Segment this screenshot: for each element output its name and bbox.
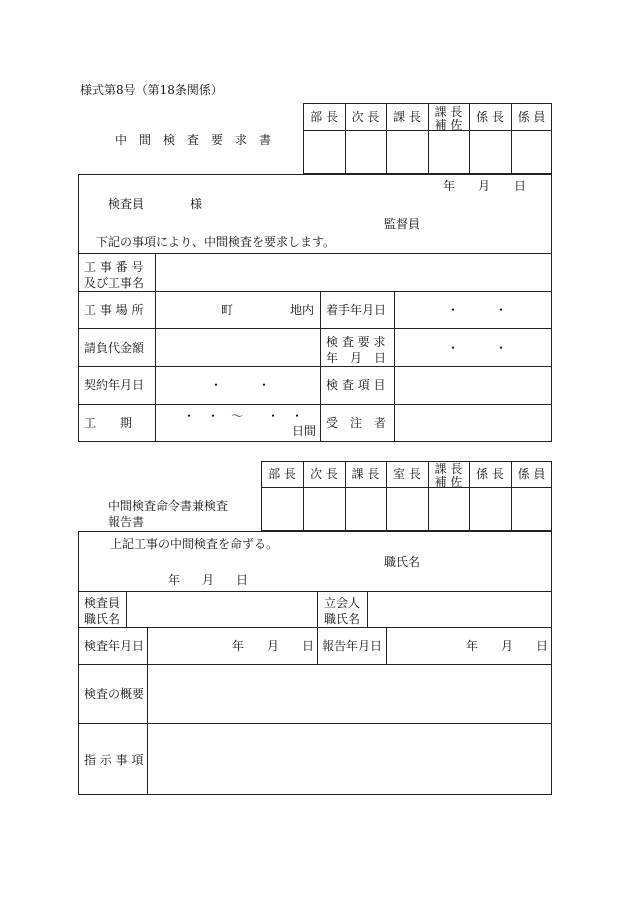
order-approval-header-shitsucho: 室 長 bbox=[393, 467, 421, 481]
instructions-label: 指 示 事 項 bbox=[84, 753, 144, 767]
request-statement: 下記の事項により、中間検査を要求します。 bbox=[96, 235, 336, 249]
order-approval-header-kacho: 課 長 bbox=[351, 467, 380, 481]
site-area: 地内 bbox=[290, 303, 315, 317]
project-name-label: 工 事 番 号 及び工事名 bbox=[84, 260, 145, 291]
inspection-date-label: 検査年月日 bbox=[84, 639, 145, 653]
approval-header-bucho: 部 長 bbox=[310, 110, 338, 124]
approval-cell[interactable] bbox=[470, 131, 511, 173]
witness-field[interactable] bbox=[369, 593, 550, 625]
approval-cell[interactable] bbox=[429, 131, 469, 173]
site-label: 工 事 場 所 bbox=[84, 303, 144, 317]
inspection-date-year: 年 bbox=[232, 639, 245, 653]
period-value: ・ ・ ～ ・ ・ bbox=[183, 409, 304, 423]
report-date-year: 年 bbox=[466, 639, 479, 653]
approval-header-kacho: 課 長 bbox=[393, 110, 421, 124]
approval-cell[interactable] bbox=[387, 131, 428, 173]
summary-field[interactable] bbox=[149, 666, 550, 721]
inspection-date-month: 月 bbox=[267, 639, 280, 653]
request-date-day: 日 bbox=[514, 179, 527, 193]
approval-cell[interactable] bbox=[304, 131, 345, 173]
order-approval-header-jicho: 次 長 bbox=[310, 467, 338, 481]
order-date-year: 年 bbox=[168, 573, 181, 587]
contract-date-value: ・ ・ bbox=[210, 378, 271, 392]
report-date-label: 報告年月日 bbox=[322, 639, 383, 653]
start-date-label: 着手年月日 bbox=[326, 303, 387, 317]
order-date-day: 日 bbox=[236, 573, 249, 587]
site-town: 町 bbox=[221, 303, 234, 317]
inspector-field[interactable] bbox=[128, 593, 315, 625]
addressee-label: 検査員 bbox=[108, 197, 145, 211]
report-date-month: 月 bbox=[501, 639, 514, 653]
approval-cell[interactable] bbox=[512, 131, 552, 173]
instructions-field[interactable] bbox=[149, 725, 550, 793]
order-approval-header-kacho-hosa: 課 長 補 佐 bbox=[434, 462, 463, 489]
order-date-month: 月 bbox=[202, 573, 215, 587]
contract-date-label: 契約年月日 bbox=[84, 378, 145, 392]
addressee-honorific: 様 bbox=[190, 197, 203, 211]
request-date-year: 年 bbox=[443, 179, 456, 193]
order-approval-header-bucho: 部 長 bbox=[268, 467, 296, 481]
approval-header-jicho: 次 長 bbox=[351, 110, 380, 124]
request-title: 中 間 検 査 要 求 書 bbox=[115, 133, 272, 147]
summary-label: 検査の概要 bbox=[84, 687, 145, 701]
order-title: 中間検査命令書兼検査 報告書 bbox=[108, 499, 229, 530]
contractor-field[interactable] bbox=[396, 406, 550, 440]
period-days: 日間 bbox=[292, 424, 317, 438]
start-date-value: ・ ・ bbox=[447, 303, 508, 317]
request-date-month: 月 bbox=[478, 179, 491, 193]
approval-cell[interactable] bbox=[346, 131, 386, 173]
inspection-request-value: ・ ・ bbox=[447, 341, 508, 355]
supervisor-label: 監督員 bbox=[384, 217, 421, 231]
project-name-field[interactable] bbox=[157, 255, 550, 289]
inspection-request-label: 検 査 要 求 年 月 日 bbox=[326, 335, 387, 366]
witness-label: 立会人 職氏名 bbox=[324, 596, 361, 626]
inspection-date-day: 日 bbox=[302, 639, 315, 653]
official-name-label: 職氏名 bbox=[384, 555, 421, 569]
approval-header-kakaricho: 係 長 bbox=[476, 110, 504, 124]
order-statement: 上記工事の中間検査を命ずる。 bbox=[110, 537, 279, 551]
form-label: 様式第8号（第18条関係） bbox=[80, 83, 223, 97]
approval-header-kacho-hosa: 課 長 補 佐 bbox=[434, 105, 463, 132]
inspection-items-label: 検 査 項 目 bbox=[326, 378, 386, 392]
approval-header-kakariin: 係 員 bbox=[517, 110, 546, 124]
order-approval-header-kakariin: 係 員 bbox=[517, 467, 546, 481]
report-date-day: 日 bbox=[536, 639, 549, 653]
contractor-label: 受 注 者 bbox=[326, 416, 387, 430]
contract-amount-label: 請負代金額 bbox=[84, 341, 145, 355]
inspection-items-field[interactable] bbox=[396, 368, 550, 402]
period-label: 工 期 bbox=[84, 416, 133, 430]
order-approval-header-kakaricho: 係 長 bbox=[476, 467, 504, 481]
inspector-label: 検査員 職氏名 bbox=[84, 596, 121, 626]
contract-amount-field[interactable] bbox=[157, 330, 318, 364]
